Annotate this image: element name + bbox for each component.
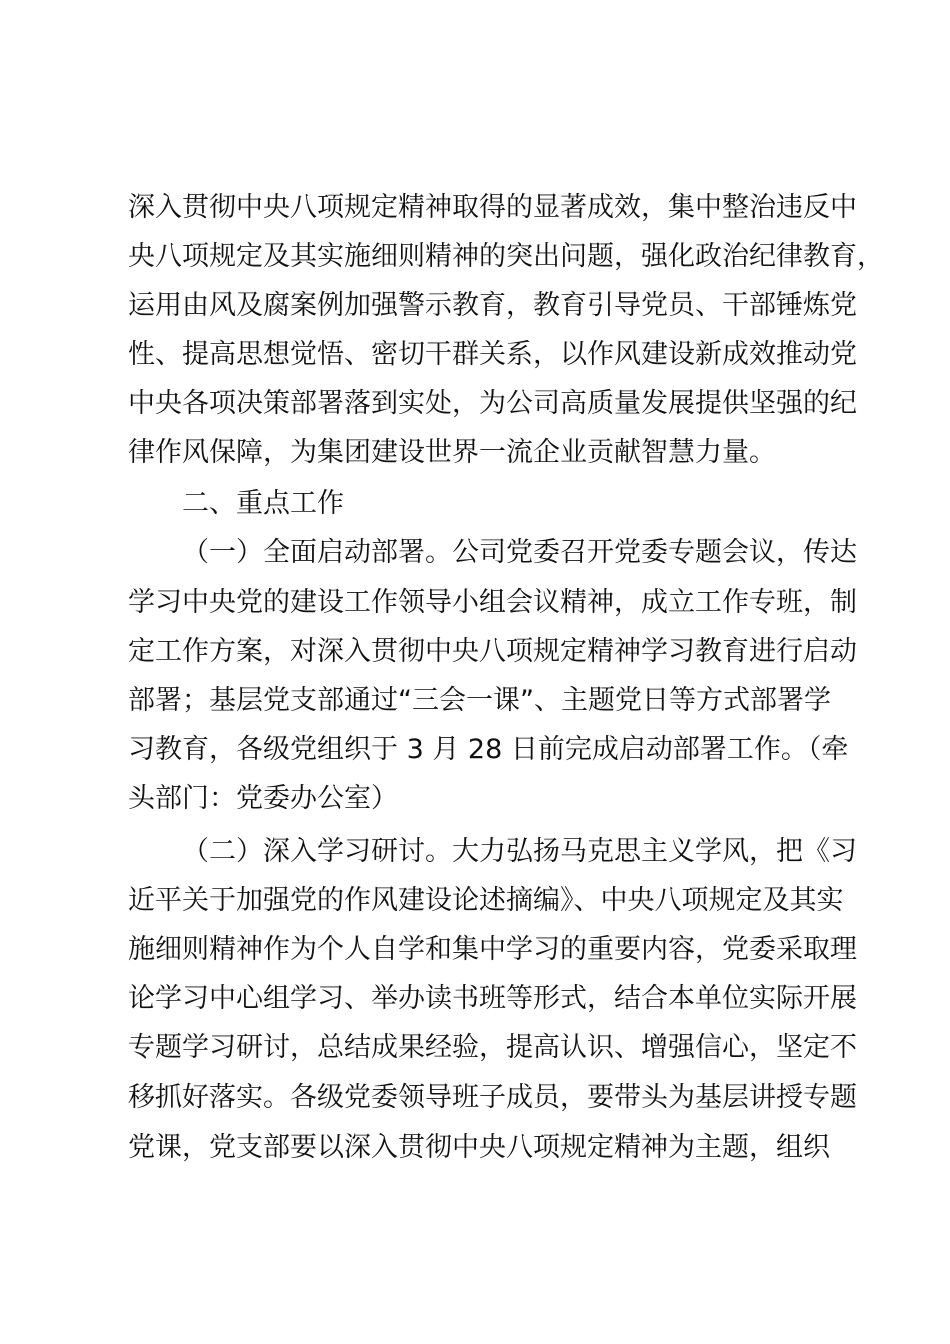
body-text-line: 运用由风及腐案例加强警示教育，教育引导党员、干部锤炼党 [128,290,857,321]
body-text-line: 头部门：党委办公室） [128,783,398,814]
section-heading: 二、重点工作 [182,488,344,519]
body-text-line: （一）全面启动部署。公司党委召开党委专题会议，传达 [182,537,857,568]
body-text-line: 学习中央党的建设工作领导小组会议精神，成立工作专班，制 [128,587,857,618]
body-text-line: 性、提高思想觉悟、密切干群关系，以作风建设新成效推动党 [128,339,857,370]
body-text-line: 专题学习研讨，总结成果经验，提高认识、增强信心，坚定不 [128,1032,857,1063]
body-text-line: 央八项规定及其实施细则精神的突出问题，强化政治纪律教育， [128,241,884,272]
body-text-line: 律作风保障，为集团建设世界一流企业贡献智慧力量。 [128,437,776,468]
body-text-line: 部署；基层党支部通过“三会一课”、主题党日等方式部署学 [128,685,831,716]
body-text-line: （二）深入学习研讨。大力弘扬马克思主义学风，把《习 [182,836,857,867]
body-text-line: 定工作方案，对深入贯彻中央八项规定精神学习教育进行启动 [128,636,857,667]
body-text-line: 中央各项决策部署落到实处，为公司高质量发展提供坚强的纪 [128,388,857,419]
body-text-line: 施细则精神作为个人自学和集中学习的重要内容，党委采取理 [128,934,857,965]
body-text-line: 近平关于加强党的作风建设论述摘编》、中央八项规定及其实 [128,885,844,916]
body-text-line: 移抓好落实。各级党委领导班子成员，要带头为基层讲授专题 [128,1082,857,1113]
body-text-line: 深入贯彻中央八项规定精神取得的显著成效，集中整治违反中 [128,192,857,223]
body-text-line: 论学习中心组学习、举办读书班等形式，结合本单位实际开展 [128,983,857,1014]
body-text-line: 党课，党支部要以深入贯彻中央八项规定精神为主题，组织 [128,1132,830,1163]
body-text-line: 习教育，各级党组织于 3 月 28 日前完成启动部署工作。（牵 [128,734,849,765]
